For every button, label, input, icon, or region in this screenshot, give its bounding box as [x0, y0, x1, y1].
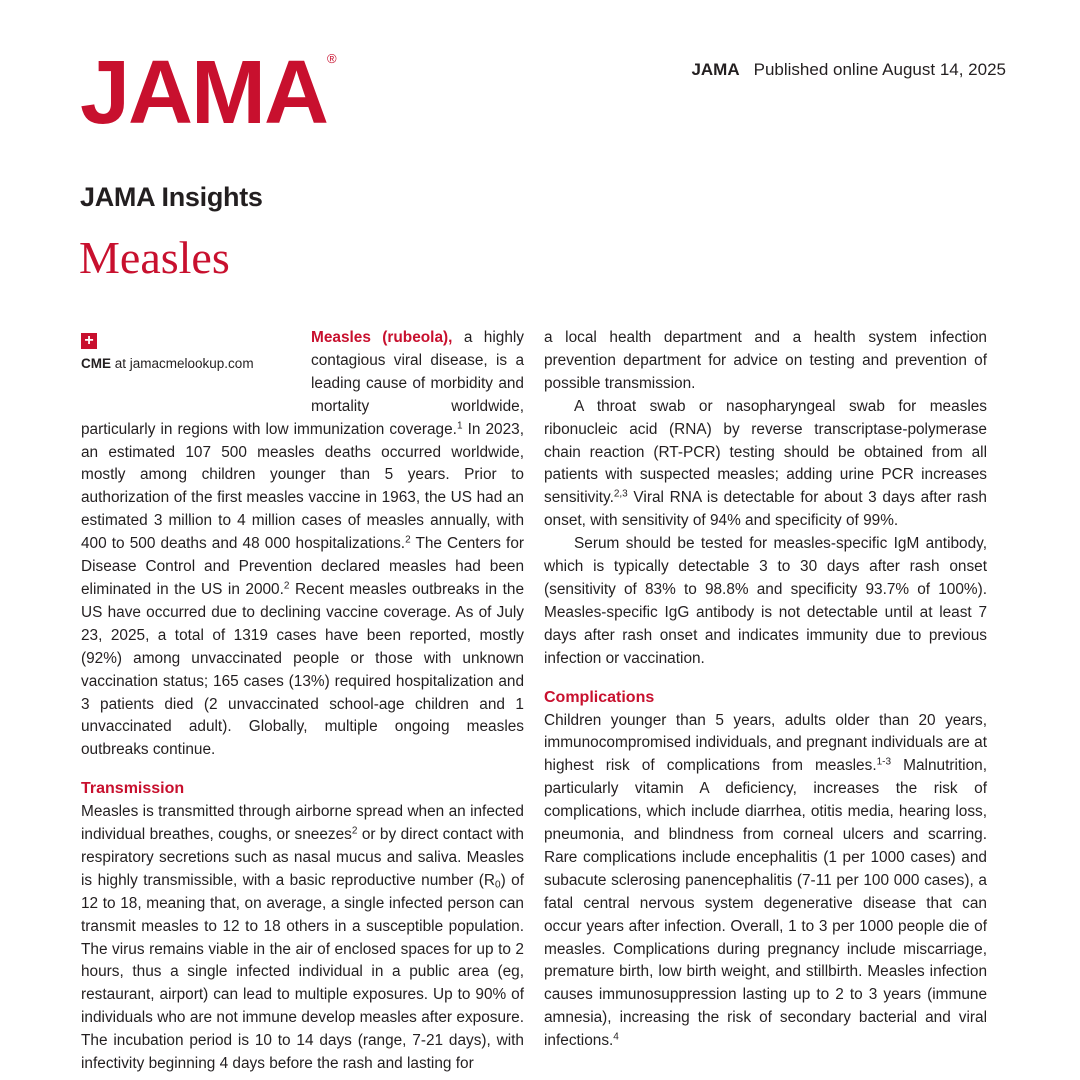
- intro-paragraph: Measles (rubeola), a highly contagious viral disease, is a leading cause of morbidity and mortality worldwide, particularly in regions with low immunization coverage.$^1$ In 2023, an estimated 107 500 measles deaths occurred worldwide, mostly among children younger than 5 years. Prior to authorization of the first measles vaccine in 1963, the US had an estimated 3 million to 4 million cases of measles annually, with 400 to 500 deaths and 48 000 hospitalizations.$^2$ The Centers for Disease Control and Prevention declared measles had been eliminated in the US in 2000.$^2$ Recent measles outbreaks in the US have occurred due to declining vaccine coverage. As of July 23, 2025, a total of 1319 cases have been reported, mostly (92%) among unvaccinated people or those with unknown vaccination status; 165 cases (13%) required hospitalization and 3 patients died (2 unvaccinated school-age children and 1 unvaccinated adult). Globally, multiple ongoing measles outbreaks continue.: [81, 329, 525, 759]
- cme-link[interactable]: CME at jamacmelookup.com: [81, 356, 254, 371]
- lead-term: Measles (rubeola),: [311, 329, 453, 346]
- complications-heading: Complications: [544, 688, 655, 706]
- publication-date: Published online August 14, 2025: [753, 60, 1006, 79]
- plus-icon[interactable]: +: [81, 333, 97, 349]
- subscript-zero: 0: [495, 879, 501, 891]
- reference-marker: 2: [351, 825, 358, 837]
- publication-name: JAMA: [691, 60, 740, 79]
- reference-marker: 2: [405, 534, 411, 546]
- testing-paragraph: A throat swab or nasopharyngeal swab for measles ribonucleic acid (RNA) by reverse transcriptase-polymerase chain reaction (RT-PCR) testing should be obtained from all patients with suspected measles; adding urine PCR increases sensitivity.$^{2,3}$ Viral RNA is detectable for about 3 days after rash onset, with sensitivity of 94% and specificity of 99%.: [544, 397, 987, 530]
- transmission-paragraph: Measles is transmitted through airborne spread when an infected individual breathes, coughs, or sneezes$^2$ or by direct contact with respiratory secretions such as nasal mucus and saliva. Measles is highly transmissible, with a basic reproductive number $(R_0)$ of 12 to 18, meaning that, on average, a single infected person can transmit measles to 12 to 18 others in a susceptible population. The virus remains viable in the air of enclosed spaces for up to 2 hours, thus a single infected individual in a public area (eg, restaurant, airport) can lead to multiple exposures. Up to 90% of individuals who are not immune develop measles after exposure. The incubation period is 10 to 14 days (range, 7-21 days), with infectivity beginning 4 days before the rash and lasting for: [81, 803, 524, 1073]
- complications-paragraph: Children younger than 5 years, adults older than 20 years, immunocompromised individuals, and pregnant individuals are at highest risk of complications from measles.$^{1-3}$ Malnutrition, particularly vitamin A deficiency, increases the risk of complications, which include diarrhea, otitis media, hearing loss, pneumonia, and blindness from corneal ulcers and scarring. Rare complications include encephalitis (1 per 1000 cases) and subacute sclerosing panencephalitis (7-11 per 100 000 cases), a fatal central nervous system degenerative disease that can occur years after infection. Overall, 1 to 3 per 1000 people die of measles. Complications during pregnancy include miscarriage, premature birth, low birth weight, and stillbirth. Measles infection causes immunosuppression lasting up to 2 to 3 years (immune amnesia), increasing the risk of secondary bacterial and viral infections.$^4$: [544, 711, 987, 1050]
- reference-marker: 2,3: [613, 488, 628, 500]
- reference-marker: 1: [456, 420, 463, 432]
- continued-paragraph: a local health department and a health system infection prevention department for advice on testing and prevention of possible transmission.: [544, 329, 987, 392]
- jama-logo: JAMA®: [80, 43, 337, 143]
- section-label: JAMA Insights: [80, 182, 263, 212]
- cme-box[interactable]: [81, 327, 299, 401]
- article-title: Measles: [79, 232, 230, 283]
- left-column: [81, 327, 524, 1076]
- serology-paragraph: Serum should be tested for measles-specific IgM antibody, which is typically detectable 3 to 30 days after rash onset (sensitivity of 83% to 98.8% and specificity 93.7% of 100%). Measles-specific IgG antibody is not detectable until at least 7 days after rash onset and indicates immunity due to previous infection or vaccination.: [544, 535, 987, 667]
- reference-marker: 4: [613, 1031, 619, 1043]
- right-column: [544, 327, 987, 1053]
- registered-mark: ®: [327, 51, 337, 66]
- publication-line: [691, 60, 1006, 80]
- reference-marker: 2: [283, 580, 290, 592]
- transmission-heading: Transmission: [81, 780, 185, 798]
- reference-marker: 1-3: [876, 756, 892, 768]
